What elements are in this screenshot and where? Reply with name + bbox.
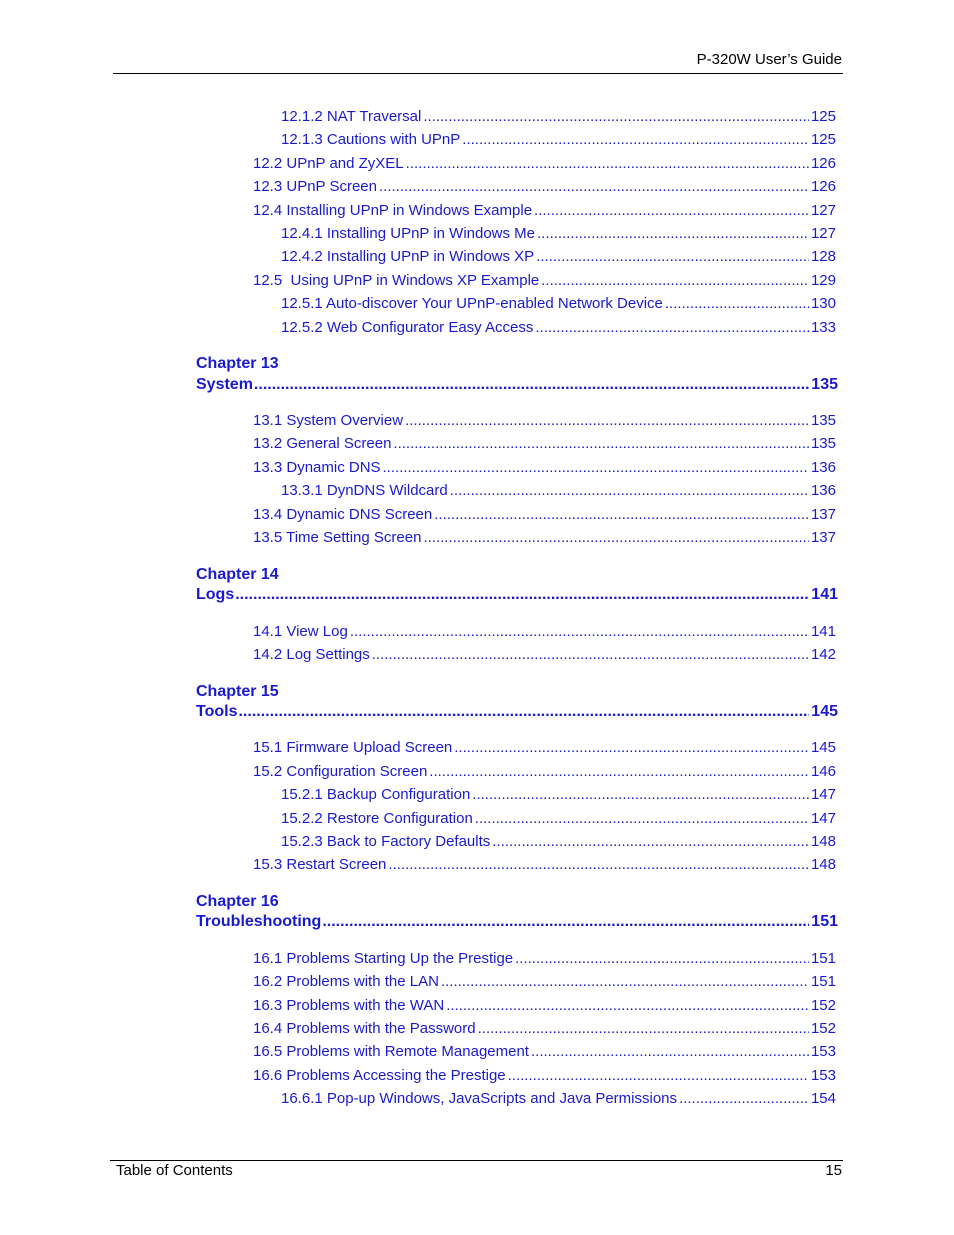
toc-page-number: 154 [810,1090,836,1107]
toc-entry-12-2[interactable] [253,155,836,173]
toc-label: 12.1.3 Cautions with UPnP [281,131,461,148]
toc-entry-16-5[interactable] [253,1043,836,1061]
toc-page-number: 136 [810,482,836,499]
toc-leader [423,108,809,126]
toc-leader [534,202,809,220]
toc-page-number: 125 [810,108,836,125]
toc-leader [383,459,809,477]
toc-entry-16-6[interactable] [253,1067,836,1085]
toc-page-number: 127 [810,202,836,219]
toc-leader [388,856,809,874]
footer-section-title: Table of Contents [116,1162,233,1179]
toc-leader [372,646,809,664]
toc-label: 13.3 Dynamic DNS [253,459,381,476]
toc-label: 16.6.1 Pop-up Windows, JavaScripts and Java Permissions [281,1090,678,1107]
toc-entry-12-1-3[interactable] [281,131,836,149]
toc-leader [405,412,809,430]
toc-label: 13.5 Time Setting Screen [253,529,422,546]
toc-entry-15-2-1[interactable] [281,786,836,804]
toc-label: 12.5.1 Auto-discover Your UPnP-enabled Network Device [281,295,663,312]
toc-leader [406,155,809,173]
chapter-title: Troubleshooting [196,913,322,930]
toc-label: 16.1 Problems Starting Up the Prestige [253,950,514,967]
footer-rule [110,1160,843,1161]
toc-leader [322,912,809,931]
toc-leader [446,997,809,1015]
chapter-15-number: Chapter 15 [196,683,279,700]
toc-leader [472,786,809,804]
toc-entry-13-4[interactable] [253,506,836,524]
toc-page-number: 148 [810,833,836,850]
toc-entry-12-5-2[interactable] [281,319,836,337]
toc-label: 16.4 Problems with the Password [253,1020,476,1037]
toc-leader [536,248,809,266]
toc-page-number: 147 [810,786,836,803]
toc-entry-16-3[interactable] [253,997,836,1015]
toc-leader [379,178,809,196]
toc-page-number: 135 [810,435,836,452]
toc-leader [235,585,809,604]
chapter-13-number: Chapter 13 [196,355,279,372]
chapter-title: Tools [196,703,238,720]
toc-label: 15.2 Configuration Screen [253,763,428,780]
chapter-title: Logs [196,586,235,603]
toc-leader [478,1020,809,1038]
chapter-15-entry[interactable] [196,702,838,721]
toc-page-number: 152 [810,1020,836,1037]
toc-page-number: 129 [810,272,836,289]
toc-entry-13-5[interactable] [253,529,836,547]
toc-label: 15.2.3 Back to Factory Defaults [281,833,491,850]
toc-entry-15-2-3[interactable] [281,833,836,851]
chapter-16-number: Chapter 16 [196,893,279,910]
toc-leader [508,1067,809,1085]
toc-page-number: 145 [810,739,836,756]
toc-leader [679,1090,809,1108]
header-rule [113,73,843,74]
toc-entry-15-2[interactable] [253,763,836,781]
toc-page-number: 137 [810,529,836,546]
toc-entry-15-3[interactable] [253,856,836,874]
toc-page-number: 126 [810,155,836,172]
header-title: P-320W User’s Guide [696,51,842,68]
toc-entry-13-1[interactable] [253,412,836,430]
toc-page-number: 153 [810,1067,836,1084]
toc-leader [515,950,809,968]
toc-leader [450,482,809,500]
toc-page-number: 133 [810,319,836,336]
toc-leader [238,702,809,721]
chapter-14-number: Chapter 14 [196,566,279,583]
toc-leader [423,529,809,547]
toc-entry-12-1-2[interactable] [281,108,836,126]
chapter-page-number: 141 [811,586,838,603]
toc-label: 12.3 UPnP Screen [253,178,377,195]
toc-page-number: 151 [810,950,836,967]
toc-entry-12-4-1[interactable] [281,225,836,243]
toc-leader [441,973,809,991]
toc-page-number: 141 [810,623,836,640]
chapter-14-entry[interactable] [196,585,838,604]
toc-page-number: 137 [810,506,836,523]
toc-label: 13.3.1 DynDNS Wildcard [281,482,448,499]
toc-entry-16-6-1[interactable] [281,1090,836,1108]
toc-page-number: 152 [810,997,836,1014]
toc-leader [393,435,809,453]
toc-leader [462,131,809,149]
toc-entry-12-4-2[interactable] [281,248,836,266]
toc-label: 13.2 General Screen [253,435,392,452]
toc-entry-14-2[interactable] [253,646,836,664]
toc-leader [531,1043,809,1061]
toc-label: 12.4.1 Installing UPnP in Windows Me [281,225,536,242]
toc-entry-16-4[interactable] [253,1020,836,1038]
toc-label: 15.1 Firmware Upload Screen [253,739,453,756]
toc-label: 15.2.1 Backup Configuration [281,786,471,803]
toc-leader [429,763,809,781]
toc-label: 13.1 System Overview [253,412,404,429]
toc-entry-16-2[interactable] [253,973,836,991]
toc-label: 12.2 UPnP and ZyXEL [253,155,404,172]
toc-entry-16-1[interactable] [253,950,836,968]
chapter-page-number: 151 [811,913,838,930]
toc-label: 14.1 View Log [253,623,348,640]
toc-leader [434,506,809,524]
toc-label: 15.3 Restart Screen [253,856,387,873]
toc-leader [454,739,809,757]
toc-page-number: 146 [810,763,836,780]
toc-entry-13-3-1[interactable] [281,482,836,500]
toc-page-number: 142 [810,646,836,663]
toc-leader [350,623,809,641]
toc-label: 15.2.2 Restore Configuration [281,810,473,827]
footer-page-number: 15 [825,1162,842,1179]
toc-page-number: 153 [810,1043,836,1060]
toc-label: 12.4 Installing UPnP in Windows Example [253,202,533,219]
toc-label: 16.5 Problems with Remote Management [253,1043,529,1060]
toc-leader [537,225,809,243]
toc-entry-15-2-2[interactable] [281,810,836,828]
toc-label: 12.5.2 Web Configurator Easy Access [281,319,534,336]
toc-label: 13.4 Dynamic DNS Screen [253,506,433,523]
toc-page-number: 147 [810,810,836,827]
chapter-16-entry[interactable] [196,912,838,931]
toc-leader [475,810,809,828]
toc-label: 14.2 Log Settings [253,646,370,663]
toc-leader [541,272,809,290]
toc-page-number: 151 [810,973,836,990]
toc-label: 16.6 Problems Accessing the Prestige [253,1067,506,1084]
toc-page-number: 125 [810,131,836,148]
toc-entry-15-1[interactable] [253,739,836,757]
toc-label: 12.5 Using UPnP in Windows XP Example [253,272,540,289]
toc-leader [254,375,809,394]
toc-page-number: 135 [810,412,836,429]
toc-page-number: 128 [810,248,836,265]
toc-leader [492,833,809,851]
chapter-title: System [196,376,253,393]
toc-label: 12.1.2 NAT Traversal [281,108,422,125]
toc-entry-12-5[interactable] [253,272,836,290]
toc-entry-12-5-1[interactable] [281,295,836,313]
chapter-13-entry[interactable] [196,375,838,394]
toc-page-number: 130 [810,295,836,312]
toc-entry-13-2[interactable] [253,435,836,453]
toc-page-number: 148 [810,856,836,873]
toc-entry-14-1[interactable] [253,623,836,641]
toc-leader [535,319,809,337]
toc-label: 16.3 Problems with the WAN [253,997,445,1014]
toc-page-number: 136 [810,459,836,476]
toc-entry-13-3[interactable] [253,459,836,477]
toc-entry-12-3[interactable] [253,178,836,196]
chapter-page-number: 145 [811,703,838,720]
toc-leader [665,295,809,313]
toc-label: 16.2 Problems with the LAN [253,973,439,990]
toc-page-number: 126 [810,178,836,195]
chapter-page-number: 135 [811,376,838,393]
toc-label: 12.4.2 Installing UPnP in Windows XP [281,248,535,265]
toc-entry-12-4[interactable] [253,202,836,220]
toc-page-number: 127 [810,225,836,242]
